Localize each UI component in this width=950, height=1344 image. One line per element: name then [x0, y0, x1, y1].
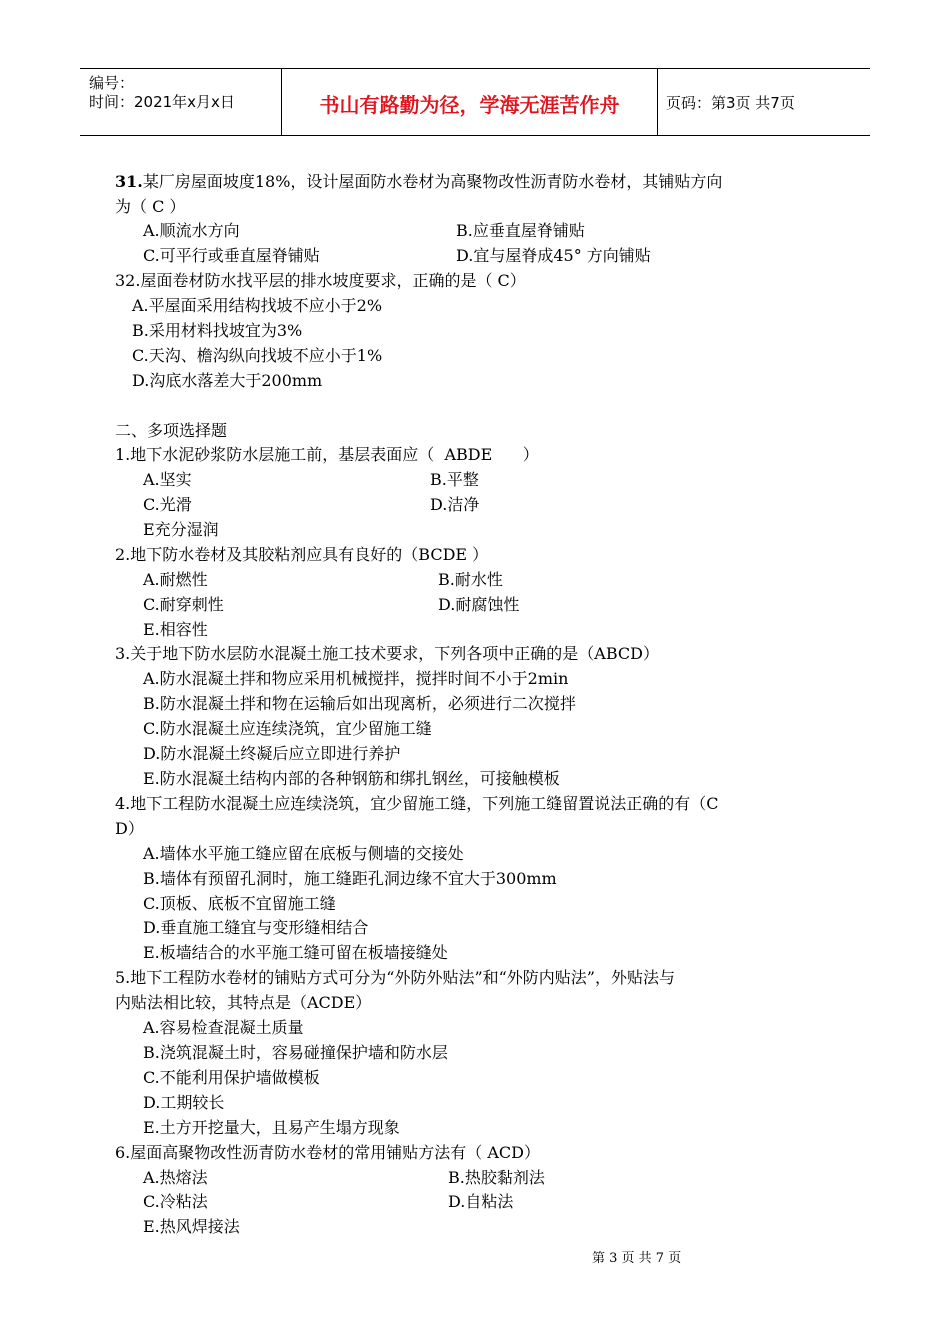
mc-6-option-c: C.冷粘法: [143, 1192, 208, 1211]
mc-5-option-e: E.土方开挖量大，且易产生塌方现象: [143, 1118, 400, 1137]
mc-4-option-d: D.垂直施工缝宜与变形缝相结合: [143, 918, 369, 937]
header-motto: 书山有路勤为径，学海无涯苦作舟: [282, 69, 658, 135]
mc-1-option-d: D.洁净: [430, 495, 480, 514]
mc-1-option-c: C.光滑: [143, 495, 192, 514]
mc-4-stem-cont: D）: [115, 819, 144, 838]
mc-2-stem: 2.地下防水卷材及其胶粘剂应具有良好的（BCDE ）: [115, 545, 489, 564]
mc-2-option-b: B.耐水性: [438, 570, 503, 589]
question-32-option-c: C.天沟、檐沟纵向找坡不应小于1%: [132, 346, 383, 365]
mc-4-option-c: C.顶板、底板不宜留施工缝: [143, 894, 336, 913]
mc-3-option-b: B.防水混凝土拌和物在运输后如出现离析，必须进行二次搅拌: [143, 694, 576, 713]
mc-5-stem: 5.地下工程防水卷材的铺贴方式可分为“外防外贴法”和“外防内贴法”，外贴法与: [115, 968, 675, 987]
question-32-option-b: B.采用材料找坡宜为3%: [132, 321, 303, 340]
mc-6-option-d: D.自粘法: [448, 1192, 514, 1211]
mc-4-option-e: E.板墙结合的水平施工缝可留在板墙接缝处: [143, 943, 448, 962]
mc-4-option-a: A.墙体水平施工缝应留在底板与侧墙的交接处: [143, 844, 464, 863]
question-32-option-a: A.平屋面采用结构找坡不应小于2%: [132, 296, 383, 315]
question-31-text: 某厂房屋面坡度18%，设计屋面防水卷材为高聚物改性沥青防水卷材，其铺贴方向: [142, 172, 723, 191]
mc-1-option-b: B.平整: [430, 470, 479, 489]
mc-1-stem: 1.地下水泥砂浆防水层施工前，基层表面应（ ABDE ）: [115, 445, 539, 464]
question-31-stem: [115, 172, 722, 192]
header-page-info: 页码：第3页 共7页: [666, 93, 795, 112]
mc-1-option-a: A.坚实: [143, 470, 192, 489]
mc-6-stem: 6.屋面高聚物改性沥青防水卷材的常用铺贴方法有（ ACD）: [115, 1143, 540, 1162]
section-2-title: 二、多项选择题: [115, 421, 228, 440]
mc-1-option-e: E充分湿润: [143, 520, 219, 539]
mc-2-option-a: A.耐燃性: [143, 570, 208, 589]
number-label: 编号：: [89, 74, 135, 92]
question-31-option-c: C.可平行或垂直屋脊铺贴: [143, 246, 320, 265]
mc-5-option-a: A.容易检查混凝土质量: [143, 1018, 304, 1037]
mc-5-stem-cont: 内贴法相比较，其特点是（ACDE）: [115, 993, 372, 1012]
question-31-stem-cont: 为（ C ）: [115, 197, 186, 216]
question-31-option-b: B.应垂直屋脊铺贴: [456, 221, 585, 240]
question-32-option-d: D.沟底水落差大于200mm: [132, 371, 323, 390]
page-footer: 第 3 页 共 7 页: [592, 1251, 682, 1266]
question-31-option-a: A.顺流水方向: [143, 221, 240, 240]
mc-3-option-d: D.防水混凝土终凝后应立即进行养护: [143, 744, 401, 763]
mc-3-option-e: E.防水混凝土结构内部的各种钢筋和绑扎钢丝，可接触模板: [143, 769, 560, 788]
mc-4-stem: 4.地下工程防水混凝土应连续浇筑，宜少留施工缝，下列施工缝留置说法正确的有（C: [115, 794, 719, 813]
mc-3-stem: 3.关于地下防水层防水混凝土施工技术要求，下列各项中正确的是（ABCD）: [115, 644, 659, 663]
mc-6-option-b: B.热胶黏剂法: [448, 1168, 545, 1187]
mc-6-option-e: E.热风焊接法: [143, 1217, 240, 1236]
question-32-stem: 32.屋面卷材防水找平层的排水坡度要求，正确的是（ C）: [115, 271, 526, 290]
mc-5-option-c: C.不能利用保护墙做模板: [143, 1068, 320, 1087]
mc-2-option-c: C.耐穿刺性: [143, 595, 224, 614]
header-meta-cell: [80, 69, 282, 135]
mc-2-option-d: D.耐腐蚀性: [438, 595, 520, 614]
mc-5-option-d: D.工期较长: [143, 1093, 225, 1112]
mc-2-option-e: E.相容性: [143, 620, 208, 639]
mc-3-option-a: A.防水混凝土拌和物应采用机械搅拌，搅拌时间不小于2min: [143, 669, 569, 688]
question-31-option-d: D.宜与屋脊成45° 方向铺贴: [456, 246, 651, 265]
time-label: 时间：2021年x月x日: [89, 93, 235, 111]
question-31-number: 31.: [115, 172, 143, 191]
document-header: [80, 68, 870, 136]
mc-4-option-b: B.墙体有预留孔洞时，施工缝距孔洞边缘不宜大于300mm: [143, 869, 557, 888]
mc-5-option-b: B.浇筑混凝土时，容易碰撞保护墙和防水层: [143, 1043, 448, 1062]
mc-3-option-c: C.防水混凝土应连续浇筑，宜少留施工缝: [143, 719, 432, 738]
mc-6-option-a: A.热熔法: [143, 1168, 208, 1187]
